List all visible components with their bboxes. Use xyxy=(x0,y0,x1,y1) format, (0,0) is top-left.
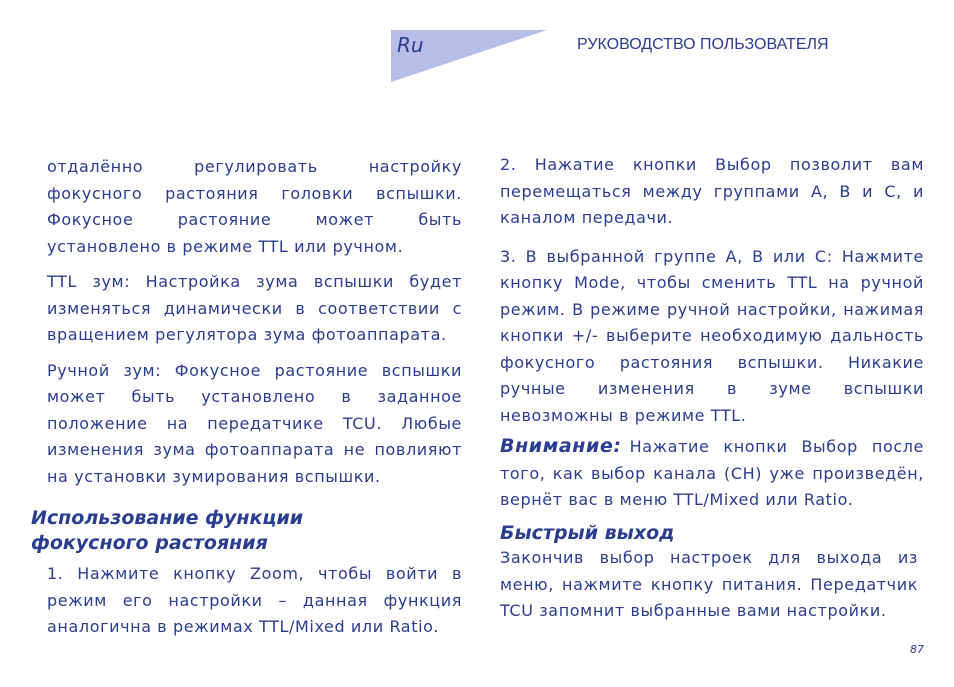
manual-title: РУКОВОДСТВО ПОЛЬЗОВАТЕЛЯ xyxy=(577,36,829,53)
right-exit-block xyxy=(500,545,918,625)
left-step-block xyxy=(47,561,462,641)
paragraph-focus-intro: отдалённо регулировать настройку фокусного растояния головки вспышки. Фокусное растояние может быть установлено в режиме TTL или ручном. xyxy=(47,157,462,256)
note-label: Внимание: xyxy=(500,435,622,457)
language-label: Ru xyxy=(397,33,424,57)
paragraph-step-2: 2. Нажатие кнопки Выбор позволит вам перемещаться между группами A, B и C, и каналом передачи. xyxy=(500,155,924,227)
left-column xyxy=(47,154,462,490)
paragraph-step-1: 1. Нажмите кнопку Zoom, чтобы войти в режим его настройки – данная функция аналогична в режимах TTL/Mixed или Ratio. xyxy=(47,564,462,636)
paragraph-manual-zoom: Ручной зум: Фокусное растояние вспышки может быть установлено в заданное положение на передатчике TCU. Любые изменения зума фотоаппарата не повлияют на установки зумирования вспышки. xyxy=(47,360,462,486)
paragraph-step-3: 3. В выбранной группе A, B или C: Нажмите кнопку Mode, чтобы сменить TTL на ручной режим. В режиме ручной настройки, нажимая кнопки +/- выберите необходимую дальность фокусного растояния вспышки. Никакие ручные изменения в зуме вспышки невозможны в режиме TTL. xyxy=(500,246,924,425)
page-number: 87 xyxy=(910,643,924,656)
section-heading-quick-exit: Быстрый выход xyxy=(500,522,675,544)
section-heading-line-1: Использование функции xyxy=(31,507,304,529)
paragraph-quick-exit: Закончив выбор настроек для выхода из меню, нажмите кнопку питания. Передатчик TCU запомнит выбранные вами настройки. xyxy=(500,548,918,620)
section-heading-focus xyxy=(31,506,303,556)
right-column xyxy=(500,152,924,514)
section-heading-line-2: фокусного растояния xyxy=(31,532,268,554)
note-paragraph xyxy=(500,433,924,514)
paragraph-ttl-zoom: TTL зум: Настройка зума вспышки будет изменяться динамически в соответствии с вращением регулятора зума фотоаппарата. xyxy=(47,272,462,344)
note-text: Нажатие кнопки Выбор после того, как выбор канала (CH) уже произведён, вернёт вас в меню TTL/Mixed или Ratio. xyxy=(500,437,924,509)
